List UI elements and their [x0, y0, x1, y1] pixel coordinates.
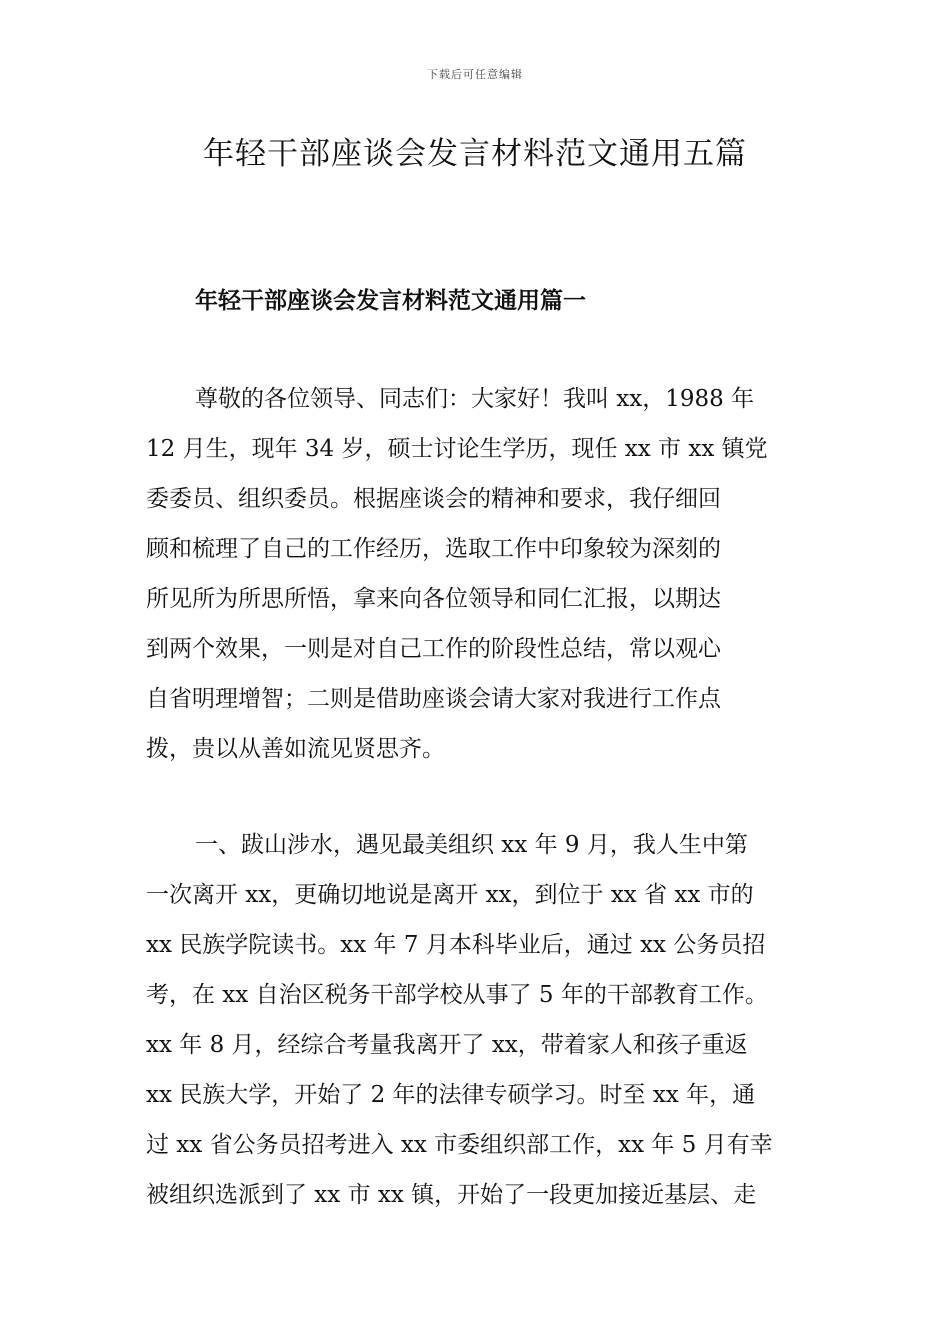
- paragraph-line: 委委员、组织委员。根据座谈会的精神和要求，我仔细回: [146, 486, 721, 512]
- paragraph-line: 尊敬的各位领导、同志们：大家好！我叫 xx，1988 年: [195, 386, 755, 412]
- paragraph-line: 过 xx 省公务员招考进入 xx 市委组织部工作，xx 年 5 月有幸: [146, 1132, 773, 1158]
- paragraph-line: 考，在 xx 自治区税务干部学校从事了 5 年的干部教育工作。: [146, 982, 768, 1008]
- section-heading: 年轻干部座谈会发言材料范文通用篇一: [195, 287, 586, 314]
- paragraph-line: 12 月生，现年 34 岁，硕士讨论生学历，现任 xx 市 xx 镇党: [146, 436, 768, 462]
- paragraph-line: 一次离开 xx，更确切地说是离开 xx，到位于 xx 省 xx 市的: [146, 882, 754, 908]
- document-title: 年轻干部座谈会发言材料范文通用五篇: [203, 136, 747, 172]
- paragraph-line: 顾和梳理了自己的工作经历，选取工作中印象较为深刻的: [146, 536, 721, 562]
- paragraph-line: 到两个效果，一则是对自己工作的阶段性总结，常以观心: [146, 636, 721, 662]
- paragraph-2: [146, 827, 816, 1227]
- paragraph-line: xx 民族学院读书。xx 年 7 月本科毕业后，通过 xx 公务员招: [146, 932, 766, 958]
- paragraph-line: xx 民族大学，开始了 2 年的法律专硕学习。时至 xx 年，通: [146, 1082, 756, 1108]
- paragraph-line: 被组织选派到了 xx 市 xx 镇，开始了一段更加接近基层、走: [146, 1182, 757, 1208]
- paragraph-line: 所见所为所思所悟，拿来向各位领导和同仁汇报，以期达: [146, 586, 721, 612]
- paragraph-line: xx 年 8 月，经综合考量我离开了 xx，带着家人和孩子重返: [146, 1032, 748, 1058]
- paragraph-line: 自省明理增智；二则是借助座谈会请大家对我进行工作点: [146, 686, 721, 712]
- paragraph-1: [146, 381, 816, 781]
- paragraph-line: 一、跋山涉水，遇见最美组织 xx 年 9 月，我人生中第: [195, 832, 748, 858]
- header-note: 下载后可任意编辑: [427, 68, 523, 81]
- paragraph-line: 拨，贵以从善如流见贤思齐。: [146, 736, 445, 762]
